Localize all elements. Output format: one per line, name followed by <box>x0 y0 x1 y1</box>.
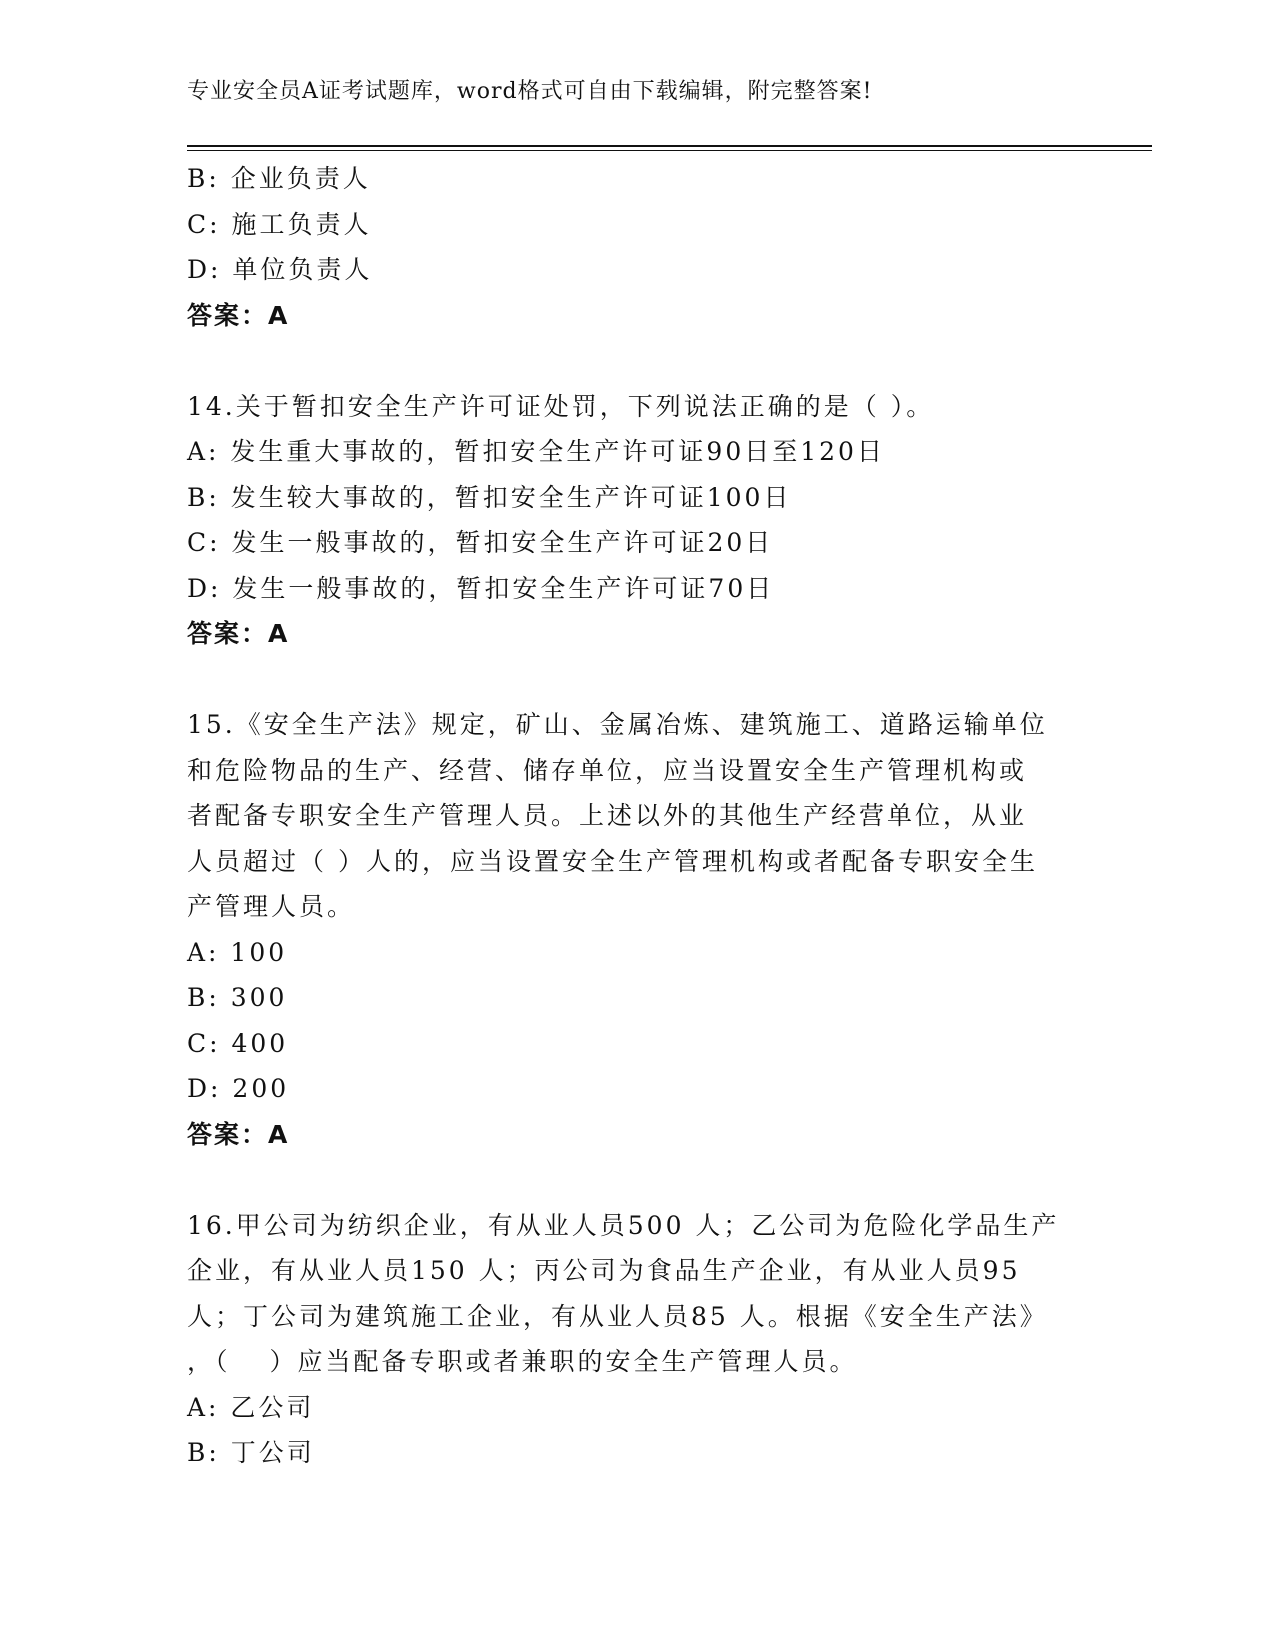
question-13-tail <box>187 156 1067 338</box>
answer-line: 答案：A <box>187 619 290 648</box>
answer-line: 答案：A <box>187 1119 290 1149</box>
question-content <box>187 156 1067 1476</box>
option-b: B: 发生较大事故的，暂扣安全生产许可证100日 <box>187 482 792 512</box>
option-d: D: 200 <box>187 1074 290 1103</box>
spacer <box>187 338 1067 384</box>
spacer <box>187 657 1067 703</box>
page-header: 专业安全员A证考试题库，word格式可自由下载编辑，附完整答案! <box>187 79 873 104</box>
question-stem-line: 人员超过（ ）人的，应当设置安全生产管理机构或者配备专职安全生 <box>187 846 1038 876</box>
question-15 <box>187 702 1067 1157</box>
question-stem-line: ，（ ）应当配备专职或者兼职的安全生产管理人员。 <box>187 1347 858 1376</box>
option-b: B: 300 <box>187 983 288 1012</box>
option-c: C: 400 <box>187 1028 289 1058</box>
header-rule <box>187 145 1152 147</box>
question-16 <box>187 1203 1067 1476</box>
question-stem: 14.关于暂扣安全生产许可证处罚，下列说法正确的是（ ）。 <box>187 391 935 421</box>
option-b: B: 企业负责人 <box>187 164 371 193</box>
option-c: C: 发生一般事故的，暂扣安全生产许可证20日 <box>187 528 774 557</box>
question-stem-line: 16.甲公司为纺织企业，有从业人员500 人；乙公司为危险化学品生产 <box>187 1210 1060 1240</box>
question-14 <box>187 384 1067 657</box>
option-d: D: 单位负责人 <box>187 255 373 284</box>
option-a: A: 100 <box>187 937 288 967</box>
question-stem-line: 和危险物品的生产、经营、储存单位，应当设置安全生产管理机构或 <box>187 755 1028 785</box>
question-stem-line: 企业，有从业人员150 人；丙公司为食品生产企业，有从业人员95 <box>187 1256 1021 1285</box>
option-c: C: 施工负责人 <box>187 209 372 239</box>
answer-line: 答案：A <box>187 300 290 330</box>
question-stem-line: 人；丁公司为建筑施工企业，有从业人员85 人。根据《安全生产法》 <box>187 1301 1048 1331</box>
option-d: D: 发生一般事故的，暂扣安全生产许可证70日 <box>187 573 775 603</box>
option-a: A: 乙公司 <box>187 1392 315 1422</box>
option-a: A: 发生重大事故的，暂扣安全生产许可证90日至120日 <box>187 437 885 466</box>
question-stem-line: 15.《安全生产法》规定，矿山、金属冶炼、建筑施工、道路运输单位 <box>187 710 1048 739</box>
spacer <box>187 1157 1067 1203</box>
header-rule-thin <box>187 150 1152 151</box>
question-stem-line: 产管理人员。 <box>187 892 356 921</box>
option-b: B: 丁公司 <box>187 1438 315 1467</box>
question-stem-line: 者配备专职安全生产管理人员。上述以外的其他生产经营单位，从业 <box>187 801 1028 830</box>
